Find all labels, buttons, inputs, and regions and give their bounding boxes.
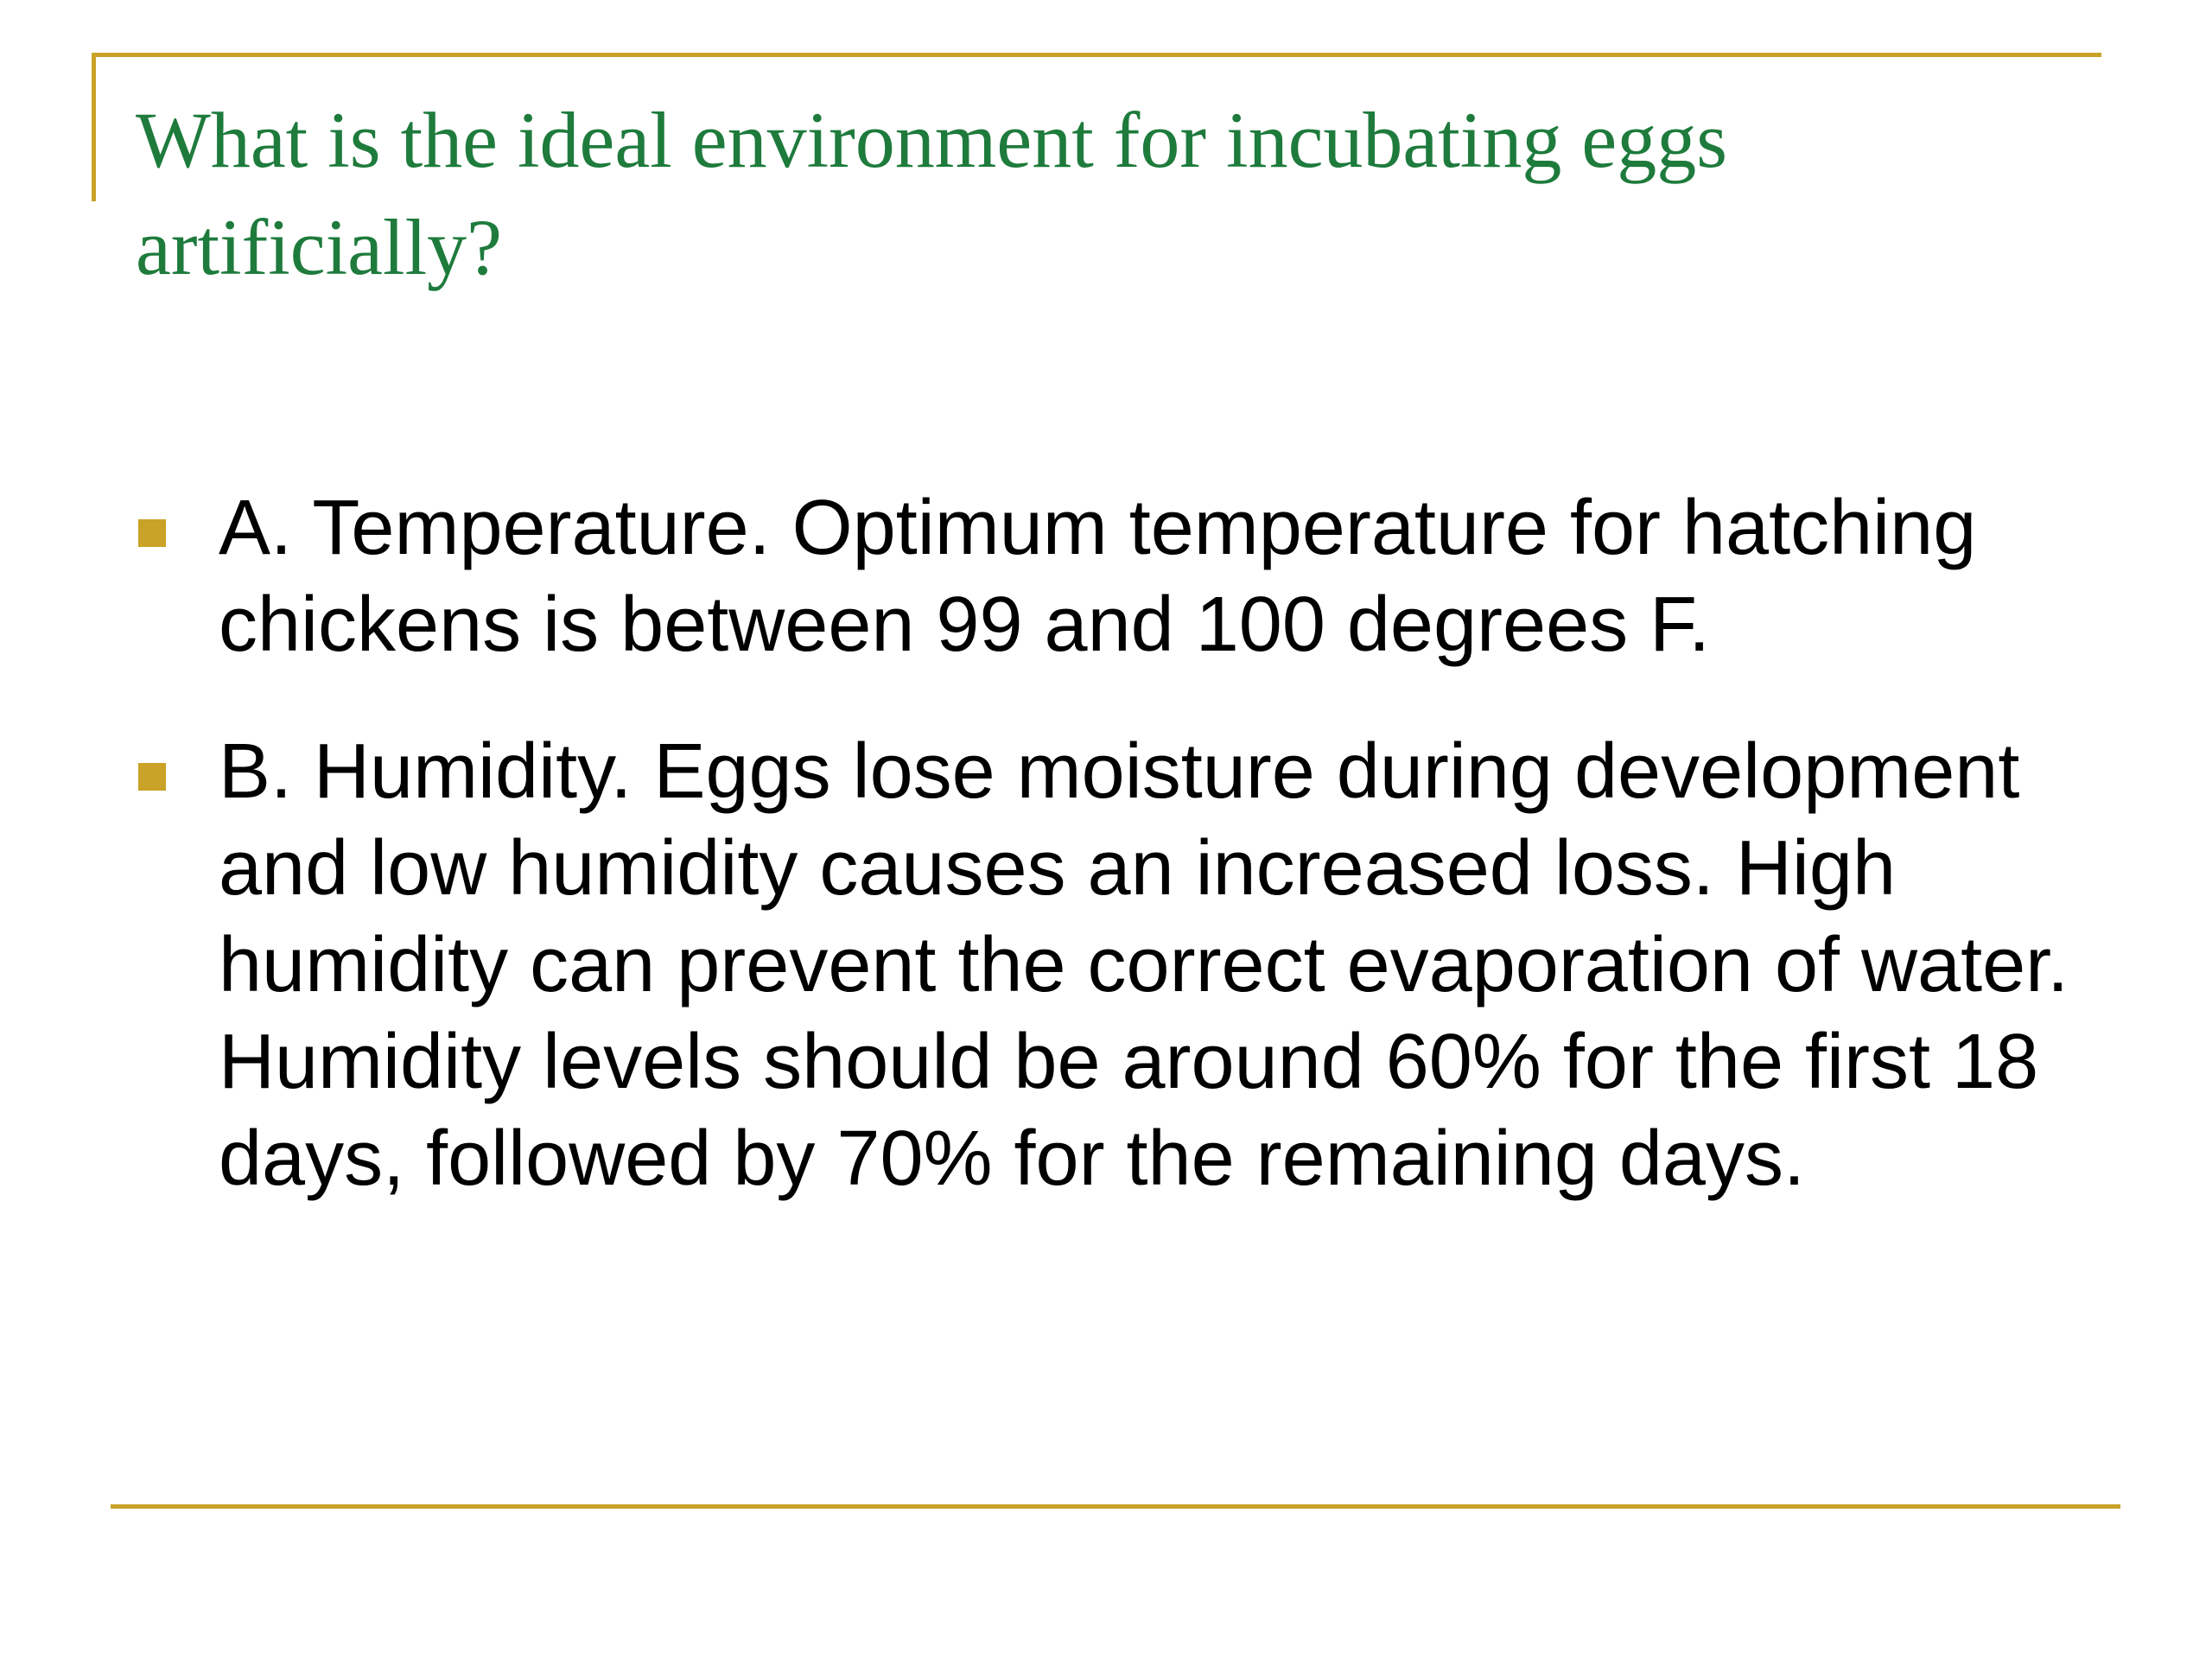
bullet-item-humidity xyxy=(138,723,2117,1207)
square-bullet-icon xyxy=(138,763,166,791)
bottom-divider-line xyxy=(111,1504,2120,1509)
bullet-text: B. Humidity. Eggs lose moisture during development and low humidity causes an increased loss. High humidity can prevent the correct evaporation of water. Humidity levels should be around 60% for the first 18 days, followed by 70% for the remaining days. xyxy=(219,728,2069,1202)
bullet-list xyxy=(138,480,2117,1207)
slide-title: What is the ideal environment for incubating eggs artificially? xyxy=(136,96,1728,291)
bullet-item-temperature xyxy=(138,480,2117,673)
square-bullet-icon xyxy=(138,519,166,547)
bullet-text: A. Temperature. Optimum temperature for hatching chickens is between 99 and 100 degrees F. xyxy=(219,485,1977,668)
left-accent-line xyxy=(92,53,96,201)
top-divider-line xyxy=(92,53,2101,57)
